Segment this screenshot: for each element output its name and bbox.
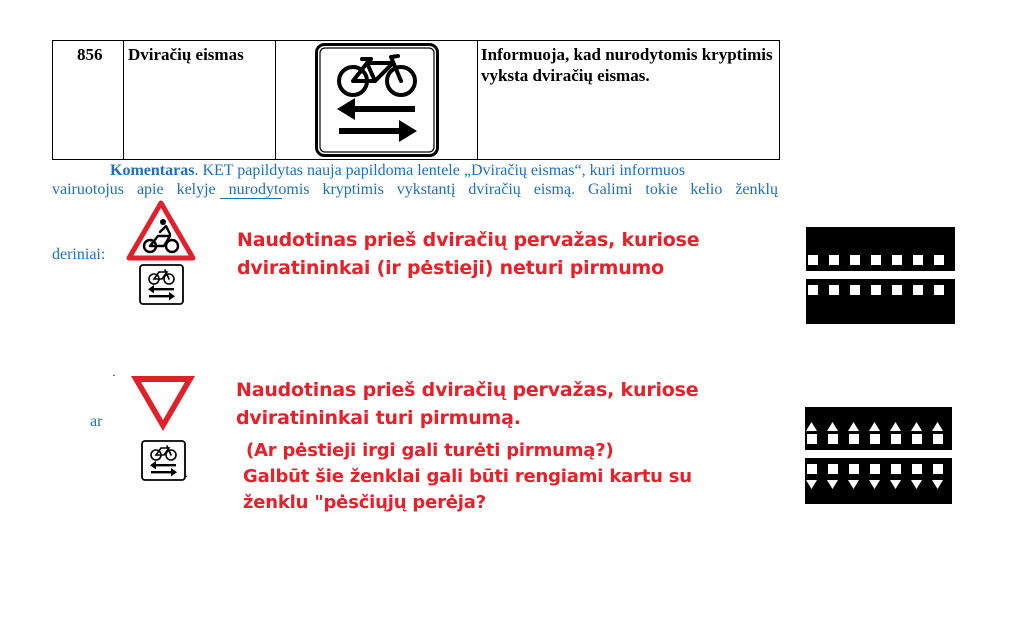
cyclist-warning-sign — [126, 200, 196, 262]
commentary-label: Komentaras — [110, 162, 195, 179]
commentary-word: nurodytomis — [228, 181, 310, 198]
commentary-word: eismą. — [533, 181, 576, 198]
table-divider — [123, 41, 124, 159]
give-way-triangle-icon — [128, 372, 198, 434]
or-label: ar — [90, 413, 103, 430]
bicycle-traffic-sign — [315, 43, 439, 157]
commentary-word: kryptimis — [322, 181, 384, 198]
commentary-word: vykstantį — [396, 181, 456, 198]
annotation-line: dviratininkai turi pirmumą. — [236, 407, 521, 429]
commentary-word: kelio — [690, 181, 723, 198]
sign-name: Dviračių eismas — [128, 45, 244, 64]
annotation-line: Naudotinas prieš dviračių pervažas, kuriose — [237, 229, 700, 251]
annotation-line: Naudotinas prieš dviračių pervažas, kuriose — [236, 379, 699, 401]
stray-mark: · — [112, 368, 116, 382]
sign-description: Informuoja, kad nurodytomis kryptimis vyksta dviračių eismas. — [481, 45, 773, 85]
commentary-line-2 — [52, 180, 778, 199]
marking-stripe — [805, 450, 952, 458]
annotation-has-priority — [236, 376, 698, 432]
commentary-word: kelyje — [176, 181, 216, 198]
annotation-line: ženklu "pėsčiųjų perėja? — [243, 492, 486, 513]
annotation-line: (Ar pėstieji irgi gali turėti pirmumą?) — [246, 440, 614, 461]
annotation-line: dviratininkai (ir pėstieji) neturi pirmumo — [237, 257, 664, 279]
crossing-marking-icon — [805, 407, 952, 504]
commentary-text: . KET papildytas nauja papildoma lentele „Dviračių eismas“, kuri informuos — [194, 162, 686, 179]
annotation-question — [243, 438, 692, 516]
sign-number: 856 — [77, 45, 103, 64]
stray-mark: . — [185, 466, 188, 480]
marking-stripe — [806, 271, 955, 279]
table-divider — [477, 41, 478, 159]
commentary-word: apie — [136, 181, 164, 198]
commentary-word: dviračių — [468, 181, 521, 198]
commentary-word: ženklų — [735, 181, 778, 198]
annotation-no-priority — [237, 226, 699, 282]
commentary-word: vairuotojus — [52, 181, 124, 198]
bicycle-plate-sign — [141, 440, 186, 481]
cyclist-head-icon — [160, 219, 166, 225]
table-divider — [275, 41, 276, 159]
annotation-line: Galbūt šie ženklai gali būti rengiami kartu su — [243, 466, 692, 487]
commentary-line-1 — [110, 161, 778, 180]
commentary-word: tokie — [645, 181, 678, 198]
crossing-marking-icon — [806, 227, 955, 324]
sign-table — [52, 40, 780, 160]
bicycle-plate-sign — [139, 264, 184, 305]
text-selection-underline — [220, 198, 282, 199]
commentary-word: Galimi — [588, 181, 633, 198]
combinations-label: deriniai: — [52, 246, 106, 263]
